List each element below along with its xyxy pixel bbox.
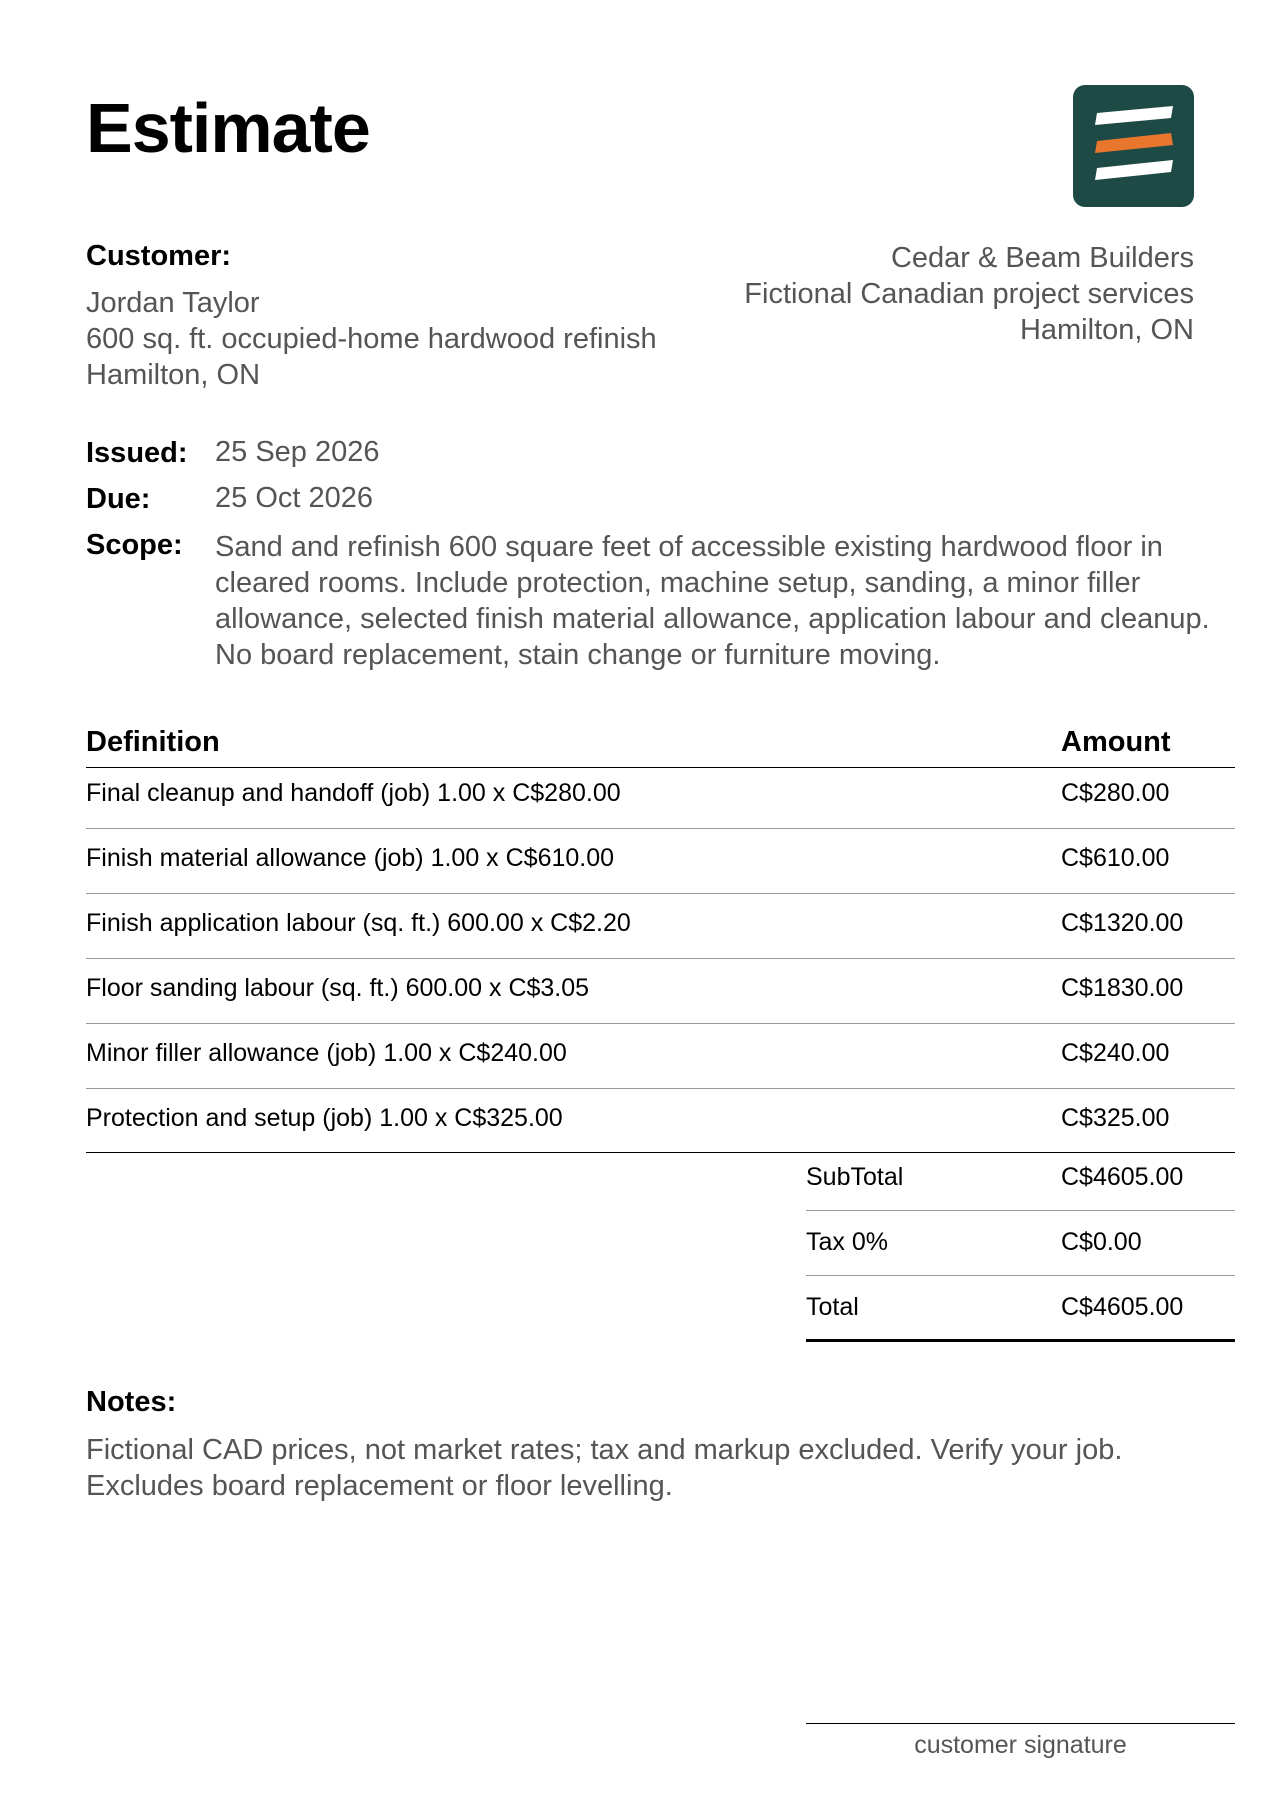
signature-line [806,1723,1235,1724]
issued-date: 25 Sep 2026 [215,436,380,468]
row-amount: C$240.00 [1061,1039,1170,1067]
table-header-rule [86,767,1235,768]
total-label: Total [806,1293,859,1321]
row-definition: Protection and setup (job) 1.00 x C$325.00 [86,1104,563,1132]
row-divider [86,1088,1235,1089]
row-divider [86,828,1235,829]
customer-name: Jordan Taylor [86,287,260,319]
row-definition: Minor filler allowance (job) 1.00 x C$240.00 [86,1039,567,1067]
subtotal-divider [806,1210,1235,1211]
notes-text: Fictional CAD prices, not market rates; tax and markup excluded. Verify your job. Excludes board replacement or floor levelling. [86,1434,1123,1502]
row-divider [86,1023,1235,1024]
definition-header: Definition [86,726,220,758]
row-divider [86,958,1235,959]
row-amount: C$325.00 [1061,1104,1170,1132]
due-label: Due: [86,483,151,515]
document-title: Estimate [86,89,370,167]
tax-value: C$0.00 [1061,1228,1142,1256]
table-bottom-rule [86,1152,1235,1153]
notes-label: Notes: [86,1386,177,1418]
subtotal-label: SubTotal [806,1163,904,1191]
tax-label: Tax 0% [806,1228,888,1256]
tax-divider [806,1275,1235,1276]
row-amount: C$610.00 [1061,844,1170,872]
signature-label: customer signature [914,1731,1127,1759]
company-location: Hamilton, ON [1019,314,1194,346]
row-divider [86,893,1235,894]
company-tagline: Fictional Canadian project services [744,278,1194,310]
row-amount: C$280.00 [1061,779,1170,807]
customer-label: Customer: [86,240,232,272]
subtotal-value: C$4605.00 [1061,1163,1184,1191]
company-logo [1073,85,1194,207]
total-value: C$4605.00 [1061,1293,1184,1321]
scope-text: Sand and refinish 600 square feet of accessible existing hardwood floor in cleared rooms. Include protection, machine setup, sanding, a minor filler allowance, selected finish material allowance, application labour and cleanup. No board replacement, stain change or furniture moving. [215,531,1210,671]
row-definition: Finish application labour (sq. ft.) 600.00 x C$2.20 [86,909,631,937]
row-amount: C$1830.00 [1061,974,1184,1002]
due-date: 25 Oct 2026 [215,482,373,514]
row-definition: Floor sanding labour (sq. ft.) 600.00 x C$3.05 [86,974,590,1002]
customer-location: Hamilton, ON [86,359,261,391]
company-name: Cedar & Beam Builders [890,242,1194,274]
row-amount: C$1320.00 [1061,909,1184,937]
company-info [744,240,1194,348]
row-definition: Finish material allowance (job) 1.00 x C$610.00 [86,844,615,872]
issued-label: Issued: [86,437,188,469]
customer-project: 600 sq. ft. occupied-home hardwood refinish [86,323,657,355]
amount-header: Amount [1061,726,1171,758]
scope-label: Scope: [86,529,183,561]
stacked-planks-logo-icon [1073,85,1194,207]
customer-info [86,285,657,393]
row-definition: Final cleanup and handoff (job) 1.00 x C$280.00 [86,779,621,807]
total-rule [806,1339,1235,1342]
